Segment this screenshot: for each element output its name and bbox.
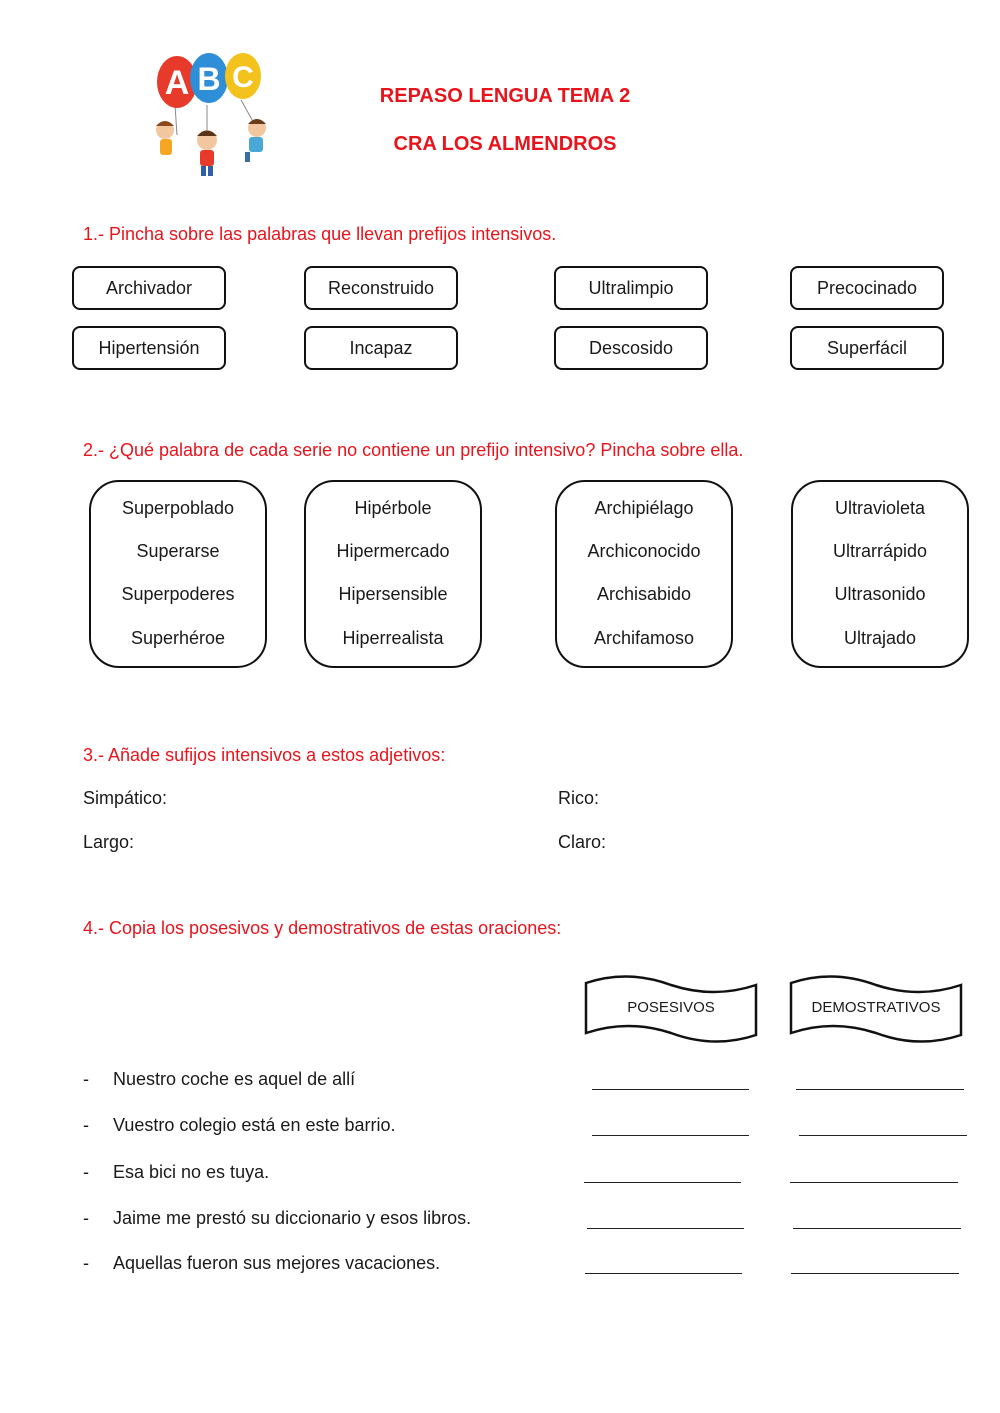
series-box-3 xyxy=(555,480,733,668)
abc-balloons-logo xyxy=(145,50,285,180)
adjective-label: Claro: xyxy=(558,832,607,852)
q2-prompt: 2.- ¿Qué palabra de cada serie no contiene un prefijo intensivo? Pincha sobre ella. xyxy=(83,440,744,460)
page-title: REPASO LENGUA TEMA 2 xyxy=(379,85,631,107)
series-word[interactable]: Hiperrealista xyxy=(342,628,444,648)
posesivo-answer-line[interactable] xyxy=(584,1182,741,1183)
word-box[interactable]: Reconstruido xyxy=(304,266,458,310)
sentence: Vuestro colegio está en este barrio. xyxy=(113,1115,396,1135)
series-box-4 xyxy=(791,480,969,668)
sentence: Nuestro coche es aquel de allí xyxy=(113,1069,356,1089)
word-box[interactable]: Incapaz xyxy=(304,326,458,370)
posesivo-answer-line[interactable] xyxy=(592,1089,749,1090)
adjective-label: Simpático: xyxy=(83,788,168,808)
q3-prompt: 3.- Añade sufijos intensivos a estos adjetivos: xyxy=(83,745,446,765)
series-word[interactable]: Superhéroe xyxy=(130,628,226,648)
adjective-label: Largo: xyxy=(83,832,135,852)
series-word[interactable]: Ultrarrápido xyxy=(832,541,928,561)
posesivo-answer-line[interactable] xyxy=(585,1273,742,1274)
kid-right-icon xyxy=(245,119,266,162)
series-word[interactable]: Archipiélago xyxy=(594,498,694,518)
sentence: Jaime me prestó su diccionario y esos libros. xyxy=(113,1208,472,1228)
word-box[interactable]: Precocinado xyxy=(790,266,944,310)
series-word[interactable]: Superarse xyxy=(136,541,220,561)
q4-prompt: 4.- Copia los posesivos y demostrativos de estas oraciones: xyxy=(83,918,562,938)
word-box[interactable]: Hipertensión xyxy=(72,326,226,370)
balloon-c-icon xyxy=(225,53,261,99)
bullet-dash: - xyxy=(83,1162,89,1182)
demostrativo-answer-line[interactable] xyxy=(791,1273,959,1274)
demostrativo-answer-line[interactable] xyxy=(796,1089,964,1090)
series-box-2 xyxy=(304,480,482,668)
bullet-dash: - xyxy=(83,1115,89,1135)
series-word[interactable]: Archiconocido xyxy=(587,541,701,561)
svg-text:B: B xyxy=(197,61,221,97)
demostrativos-header: DEMOSTRATIVOS xyxy=(811,999,941,1016)
demostrativo-answer-line[interactable] xyxy=(799,1135,967,1136)
series-word[interactable]: Superpoderes xyxy=(121,584,235,604)
adjective-label: Rico: xyxy=(558,788,600,808)
svg-text:C: C xyxy=(232,61,254,94)
word-box[interactable]: Archivador xyxy=(72,266,226,310)
series-word[interactable]: Ultravioleta xyxy=(834,498,926,518)
series-box-1 xyxy=(89,480,267,668)
bullet-dash: - xyxy=(83,1253,89,1273)
word-box[interactable]: Ultralimpio xyxy=(554,266,708,310)
demostrativo-answer-line[interactable] xyxy=(790,1182,958,1183)
q1-prompt: 1.- Pincha sobre las palabras que llevan prefijos intensivos. xyxy=(83,224,557,244)
svg-text:A: A xyxy=(164,64,190,102)
series-word[interactable]: Archifamoso xyxy=(593,628,695,648)
demostrativo-answer-line[interactable] xyxy=(793,1228,961,1229)
posesivo-answer-line[interactable] xyxy=(592,1135,749,1136)
word-box[interactable]: Superfácil xyxy=(790,326,944,370)
page-subtitle: CRA LOS ALMENDROS xyxy=(393,133,617,155)
series-word[interactable]: Hipermercado xyxy=(336,541,450,561)
balloon-b-icon xyxy=(190,53,228,103)
posesivos-header: POSESIVOS xyxy=(627,999,715,1016)
series-word[interactable]: Archisabido xyxy=(596,584,692,604)
posesivo-answer-line[interactable] xyxy=(587,1228,744,1229)
word-box[interactable]: Descosido xyxy=(554,326,708,370)
series-word[interactable]: Ultrajado xyxy=(843,628,917,648)
kid-middle-icon xyxy=(197,130,217,176)
series-word[interactable]: Ultrasonido xyxy=(834,584,926,604)
series-word[interactable]: Hipérbole xyxy=(354,498,432,518)
demostrativos-banner xyxy=(788,973,964,1045)
posesivos-banner xyxy=(583,973,759,1045)
sentence: Esa bici no es tuya. xyxy=(113,1162,270,1182)
kid-left-icon xyxy=(156,121,174,155)
sentence: Aquellas fueron sus mejores vacaciones. xyxy=(113,1253,441,1273)
series-word[interactable]: Hipersensible xyxy=(338,584,448,604)
bullet-dash: - xyxy=(83,1208,89,1228)
bullet-dash: - xyxy=(83,1069,89,1089)
series-word[interactable]: Superpoblado xyxy=(121,498,235,518)
